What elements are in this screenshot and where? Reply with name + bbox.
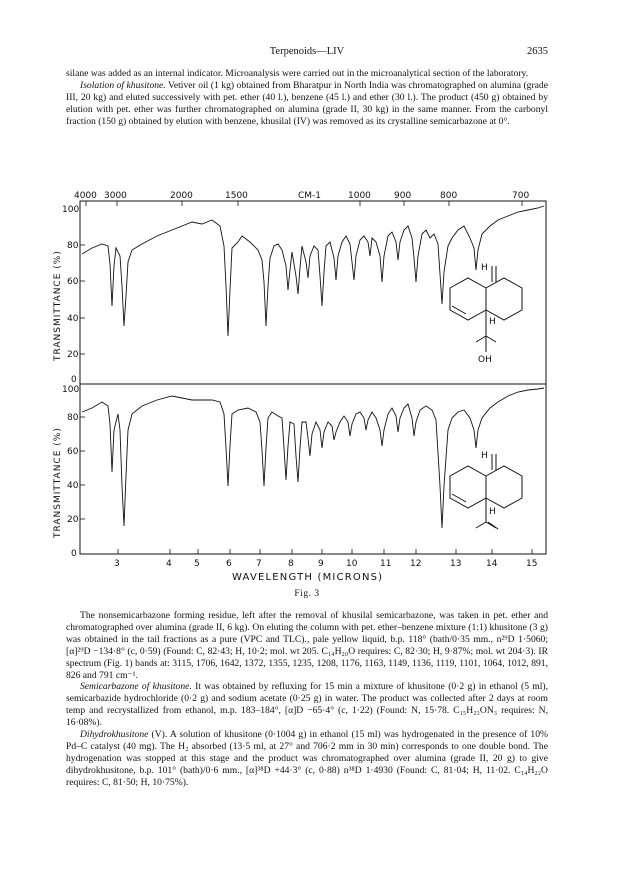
x-tick-marks <box>118 549 532 554</box>
ytick-bottom-0: 0 <box>71 549 77 559</box>
xtick-14: 14 <box>486 559 498 569</box>
top-tick-3000: 3000 <box>104 191 127 201</box>
xtick-8: 8 <box>288 559 294 569</box>
ytick-top-80: 80 <box>67 241 79 251</box>
top-tick-800: 800 <box>440 191 458 201</box>
xtick-11: 11 <box>380 559 392 569</box>
ytick-top-100: 100 <box>62 205 80 215</box>
running-title: Terpenoids—LIV <box>269 46 345 57</box>
y-tick-marks <box>80 245 85 519</box>
paragraph-semicarbazone <box>66 681 548 729</box>
ytick-bottom-60: 60 <box>67 447 79 457</box>
bottom-plot-frame <box>80 384 546 554</box>
xtick-5: 5 <box>194 559 200 569</box>
xtick-13: 13 <box>450 559 462 569</box>
top-tick-700: 700 <box>512 191 530 201</box>
text-block-top <box>66 68 548 128</box>
ylabel-top: TRANSMITTANCE (%) <box>53 250 63 361</box>
xtick-6: 6 <box>226 559 232 569</box>
running-header <box>66 46 548 60</box>
top-tick-2000: 2000 <box>170 191 193 201</box>
structure-khusitone <box>450 266 522 352</box>
ytick-bottom-100: 100 <box>62 385 80 395</box>
isolation-text: Vetiver oil (1 kg) obtained from Bharatpur in North India was chromatographed on alumina (grade III, 20 kg) and eluted successively with pet. ether (40 l.), benzene (45 l.) and ether (30 l.). The product (450 g) obtained by elution with pet. ether was further chromatographed on alumina (grade II, 30 kg) in the same manner. From the carbonyl fraction (150 g) obtained by elution with benzene, khusilal (IV) was removed as its crystalline semicarbazone at 0°. <box>66 79 548 127</box>
top-tick-4000: 4000 <box>74 191 97 201</box>
semicarbazone-text: It was obtained by refluxing for 15 min a mixture of khusitone (0·2 g) in ethanol (5 ml), semicarbazide hydrochloride (0·2 g) and sodium acetate (0·25 g) in water. The product was collected after 2 days at room temp and recrystallized from ethanol, m.p. 183–184°, [α]D −65·4° (c, 1·22) (Found: N, 15·78. C₁₅H₂₃ON₃ requires: N, 16·08%). <box>66 681 548 729</box>
ytick-bottom-40: 40 <box>67 481 79 491</box>
semicarbazone-heading: Semicarbazone of khusitone. <box>80 681 192 693</box>
ir-spectra-figure <box>53 186 552 586</box>
structure-dihydro <box>450 454 522 529</box>
top-tick-marks <box>86 201 522 206</box>
xtick-15: 15 <box>526 559 538 569</box>
struct-top-h2: H <box>489 317 496 327</box>
ytick-top-40: 40 <box>67 314 79 324</box>
dihydro-heading: Dihydrokhusitone <box>80 729 149 741</box>
paragraph-residue: The nonsemicarbazone forming residue, left after the removal of khusilal semicarbazone, was taken in pet. ether and chromatographed over alumina (grade II, 6 kg). On eluting the column with pet. ether–benzene mixture (1:1) khusitone (3 g) was obtained in the tail fractions as a pure (VPC and TLC)., pale yellow liquid, b.p. 118° (bath/0·35 mm., n²⁹D 1·5060; [α]²⁹D −134·8° (c, 0·59) (Found: C, 82·43; H, 10·2; mol. wt 205. C₁₄H₂₀O requires: C, 82·30; H, 9·87%; mol. wt 204·3). IR spectrum (Fig. 1) bands at: 3115, 1706, 1642, 1372, 1355, 1235, 1208, 1176, 1163, 1149, 1136, 1119, 1101, 1064, 1012, 891, 826 and 791 cm⁻¹. <box>66 610 548 681</box>
spectrum-trace-bottom <box>82 388 544 528</box>
xtick-10: 10 <box>346 559 358 569</box>
struct-top-oh: OH <box>478 355 492 365</box>
paragraph-dihydro <box>66 729 548 789</box>
xlabel: WAVELENGTH (MICRONS) <box>232 572 384 583</box>
ytick-top-60: 60 <box>67 277 79 287</box>
struct-top-h1: H <box>481 263 488 273</box>
xtick-3: 3 <box>114 559 120 569</box>
struct-bottom-h1: H <box>481 451 488 461</box>
isolation-heading: Isolation of khusitone. <box>80 79 166 91</box>
ylabel-bottom: TRANSMITTANCE (%) <box>53 427 63 538</box>
struct-bottom-h2: H <box>489 507 496 517</box>
ytick-top-0: 0 <box>71 375 77 385</box>
top-axis-label: CM-1 <box>298 191 322 201</box>
figure-caption: Fig. 3 <box>294 589 320 599</box>
text-block-bottom <box>66 610 548 789</box>
ytick-bottom-80: 80 <box>67 413 79 423</box>
xtick-12: 12 <box>410 559 422 569</box>
page-number: 2635 <box>527 46 548 57</box>
top-tick-1500: 1500 <box>225 191 248 201</box>
xtick-7: 7 <box>256 559 262 569</box>
dihydro-text: (V). A solution of khusitone (0·1004 g) in ethanol (15 ml) was hydrogenated in the presence of 10% Pd–C catalyst (40 mg). The H₂ absorbed (13·5 ml, at 27° and 706·2 mm in 30 min) corresponds to one double bond. The hydrogenation was stopped at this stage and the product was chromatographed over alumina (grade II, 20 g) to give dihydrokhusitone, b.p. 101° (bath)/0·6 mm., [α]³⁸D +44·3° (c, 0·88) n³⁸D 1·4930 (Found: C, 81·04; H, 11·02. C₁₄H₂₂O requires: C, 81·50; H, 10·75%). <box>66 729 548 788</box>
top-tick-900: 900 <box>394 191 412 201</box>
paragraph-isolation <box>66 80 548 128</box>
ytick-top-20: 20 <box>67 350 79 360</box>
ytick-bottom-20: 20 <box>67 515 79 525</box>
top-tick-1000: 1000 <box>348 191 371 201</box>
top-plot-frame <box>80 201 546 384</box>
xtick-9: 9 <box>318 559 324 569</box>
xtick-4: 4 <box>166 559 172 569</box>
paragraph-intro: silane was added as an internal indicator. Microanalysis were carried out in the microanalytical section of the laboratory. <box>66 68 529 79</box>
